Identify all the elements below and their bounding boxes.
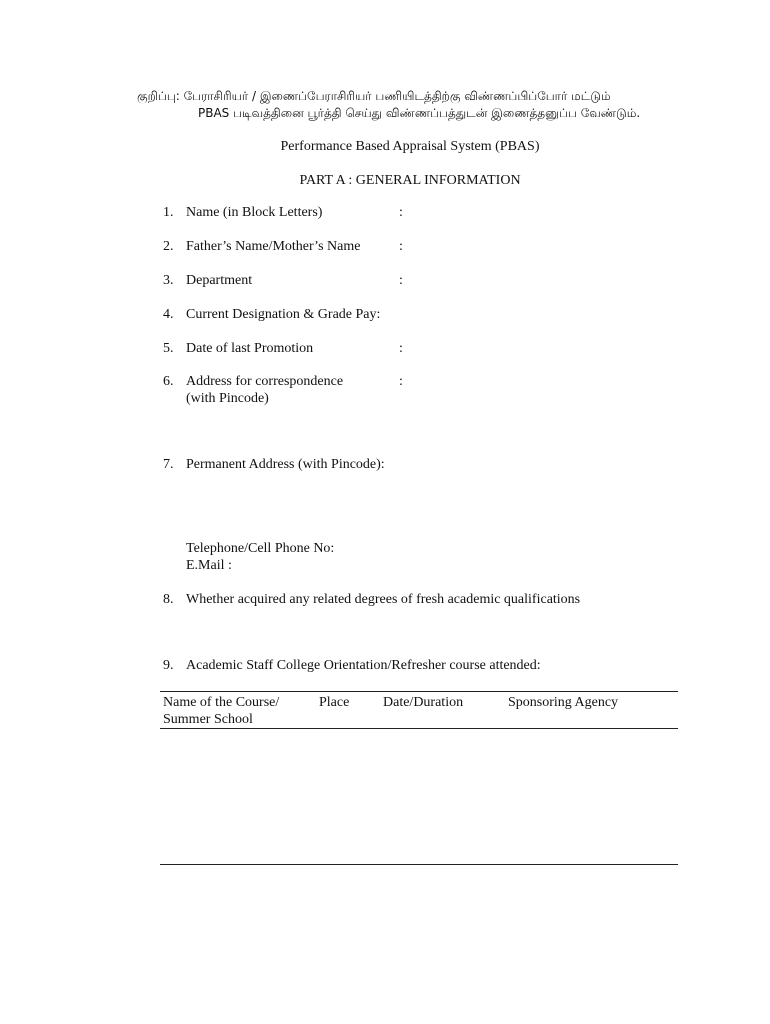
field-label-continued: (with Pincode) [186,391,269,406]
field-colon: : [399,205,403,220]
field-colon: : [399,273,403,288]
item-number: 9. [163,658,174,673]
field-label: Current Designation & Grade Pay: [186,307,381,322]
field-label: Father’s Name/Mother’s Name [186,239,361,254]
item-number: 7. [163,457,174,472]
part-a-heading: PART A : GENERAL INFORMATION [299,173,521,188]
tamil-note-line-1: குறிப்பு: பேராசிரியர் / இணைப்பேராசிரியர் பணியிடத்திற்கு விண்ணப்பிப்போர் மட்டும் [137,89,611,103]
field-label: Permanent Address (with Pincode): [186,457,385,472]
field-label: Department [186,273,253,288]
form-title: Performance Based Appraisal System (PBAS) [280,139,540,154]
field-label: Whether acquired any related degrees of fresh academic qualifications [186,592,581,607]
item-number: 8. [163,592,174,607]
email-label: E.Mail : [186,558,232,573]
item-number: 6. [163,374,174,389]
table-top-rule [160,691,678,692]
tamil-note-line-2: PBAS படிவத்தினை பூர்த்தி செய்து விண்ணப்பத்துடன் இணைத்தனுப்ப வேண்டும். [198,106,641,120]
phone-label: Telephone/Cell Phone No: [186,541,335,556]
item-number: 4. [163,307,174,322]
field-colon: : [399,374,403,389]
item-number: 5. [163,341,174,356]
field-label: Academic Staff College Orientation/Refresher course attended: [186,658,541,673]
table-header-date-duration: Date/Duration [383,695,464,710]
item-number: 2. [163,239,174,254]
field-colon: : [399,341,403,356]
item-number: 1. [163,205,174,220]
header-line: Summer School [163,712,253,727]
table-header-rule [160,728,678,729]
header-line: Name of the Course/ [163,695,280,710]
field-label: Date of last Promotion [186,341,314,356]
field-label: Address for correspondence [186,374,344,389]
table-header-place: Place [319,695,350,710]
field-colon: : [399,239,403,254]
table-header-course [163,694,279,728]
table-header-sponsoring-agency: Sponsoring Agency [508,695,619,710]
item-number: 3. [163,273,174,288]
table-bottom-rule [160,864,678,865]
field-label: Name (in Block Letters) [186,205,323,220]
